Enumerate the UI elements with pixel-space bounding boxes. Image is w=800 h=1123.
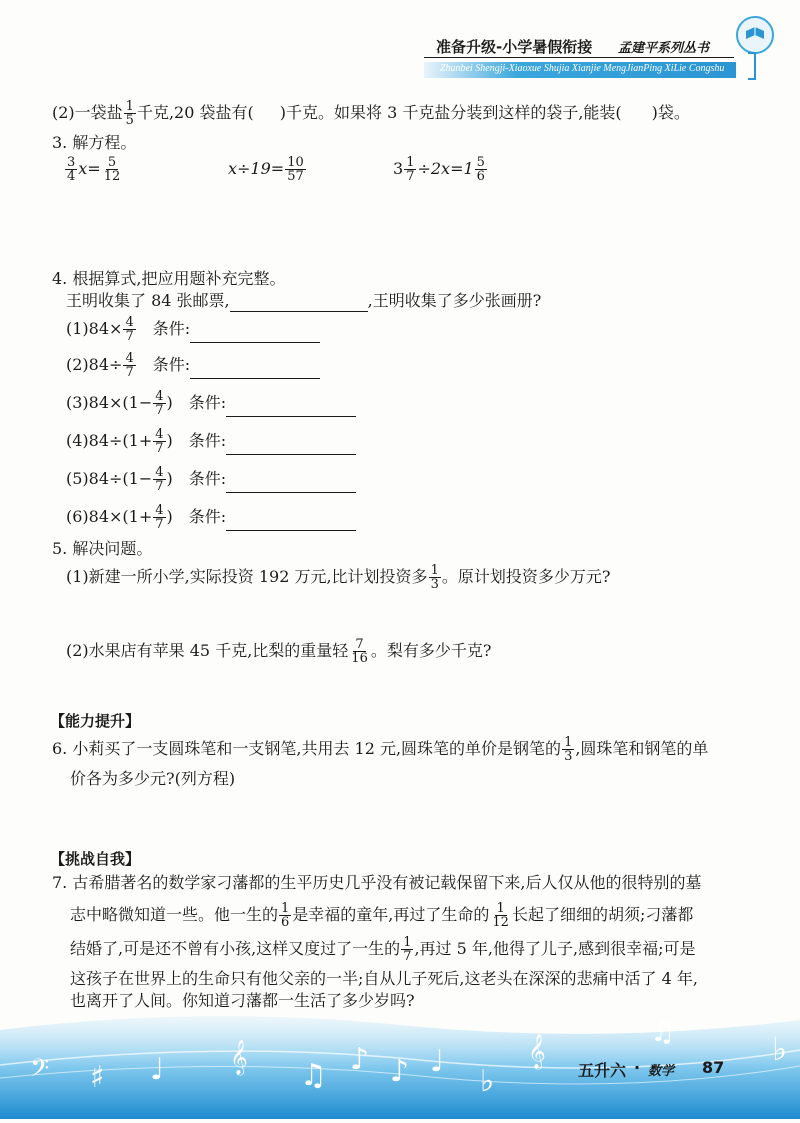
condition-blank[interactable]	[226, 514, 356, 531]
brand-name: 孟建平系列丛书	[618, 41, 710, 56]
condition-blank[interactable]	[226, 438, 356, 455]
question-6-line-1: 6. 小莉买了一支圆珠笔和一支钢笔,共用去 12 元,圆珠笔的单价是钢笔的 $\frac{1}{3}$ ,圆珠笔和钢笔的单	[52, 735, 709, 764]
book-logo-icon	[736, 16, 774, 54]
footer-dot: ·	[634, 1058, 641, 1077]
question-6-line-2: 价各为多少元?(列方程)	[70, 769, 236, 788]
answer-blank[interactable]	[230, 295, 368, 312]
challenge-header: 【挑战自我】	[50, 850, 141, 868]
header-bracket	[748, 52, 756, 80]
fraction: $\frac{1}{5}$	[125, 99, 134, 128]
page-number: 87	[702, 1058, 725, 1077]
question-7-line-1: 7. 古希腊著名的数学家刁藩都的生平历史几乎没有被记载保留下来,后人仅从他的很特别的墓	[52, 873, 702, 892]
series-title: 准备升级-小学暑假衔接	[436, 38, 593, 56]
condition-blank[interactable]	[226, 476, 356, 493]
equation-2: x÷19= $\frac{10}{57}$	[228, 155, 304, 184]
condition-blank[interactable]	[226, 400, 356, 417]
music-notes-icon: 𝄢 ♯ ♩ 𝄞 ♫ ♪ ♪ ♩ ♭ 𝄞	[30, 1034, 546, 1099]
ability-header: 【能力提升】	[50, 712, 141, 730]
question-7-line-3: 结婚了,可是还不曾有小孩,这样又度过了一生的 $\frac{1}{7}$ ,再过 5 年,他得了儿子,感到很幸福;可是	[70, 935, 696, 964]
q4-item-5: (5)84÷(1− $\frac{4}{7}$ ) 条件:	[66, 466, 356, 493]
flat-icon: ♭	[772, 1030, 788, 1068]
q4-item-6: (6)84×(1+ $\frac{4}{7}$ ) 条件:	[66, 504, 356, 531]
question-5-title: 5. 解决问题。	[52, 539, 153, 558]
equation-3: 3 $\frac{1}{7}$ ÷2x=1 $\frac{5}{6}$	[393, 155, 485, 184]
question-2-2: (2)一袋盐 $\frac{1}{5}$ 千克,20 袋盐有( )千克。如果将 3 千克盐分装到这样的袋子,能装( )袋。	[52, 99, 690, 128]
condition-blank[interactable]	[190, 362, 320, 379]
question-4-title: 4. 根据算式,把应用题补充完整。	[52, 269, 286, 288]
condition-blank[interactable]	[190, 326, 320, 343]
q4-item-3: (3)84×(1− $\frac{4}{7}$ ) 条件:	[66, 390, 356, 417]
question-7-line-2: 志中略微知道一些。他一生的 $\frac{1}{6}$ 是幸福的童年,再过了生命的 $\frac{1}{12}$ 长起了细细的胡须;刁藩都	[70, 901, 694, 930]
q4-item-1: (1)84× $\frac{4}{7}$ 条件:	[66, 316, 320, 343]
equation-1: $\frac{3}{4}$ x= $\frac{5}{12}$	[67, 155, 121, 184]
question-5-1: (1)新建一所小学,实际投资 192 万元,比计划投资多 $\frac{1}{3}$ 。原计划投资多少万元?	[66, 563, 611, 592]
question-3-title: 3. 解方程。	[52, 133, 137, 152]
header-rule	[424, 57, 734, 58]
question-5-2: (2)水果店有苹果 45 千克,比梨的重量轻 $\frac{7}{16}$ 。梨有多少千克?	[66, 637, 492, 666]
footer-grade: 五升六	[578, 1061, 627, 1080]
footer-subject: 数学	[648, 1064, 675, 1079]
question-7-line-4: 这孩子在世界上的生命只有他父亲的一半;自从儿子死后,这老头在深深的悲痛中活了 4 年,	[70, 969, 698, 988]
header-pinyin: Zhunbei Shengji-Xiaoxue Shujia Xianjie MengJianPing XiLie Congshu	[440, 63, 725, 74]
q4-item-2: (2)84÷ $\frac{4}{7}$ 条件:	[66, 352, 320, 379]
q4-item-4: (4)84÷(1+ $\frac{4}{7}$ ) 条件:	[66, 428, 356, 455]
question-4-stem: 王明收集了 84 张邮票, ,王明收集了多少张画册?	[66, 291, 542, 310]
music-notes-right-icon: ♫	[650, 1015, 676, 1048]
question-7-line-5: 也离开了人间。你知道刁藩都一生活了多少岁吗?	[70, 991, 415, 1010]
